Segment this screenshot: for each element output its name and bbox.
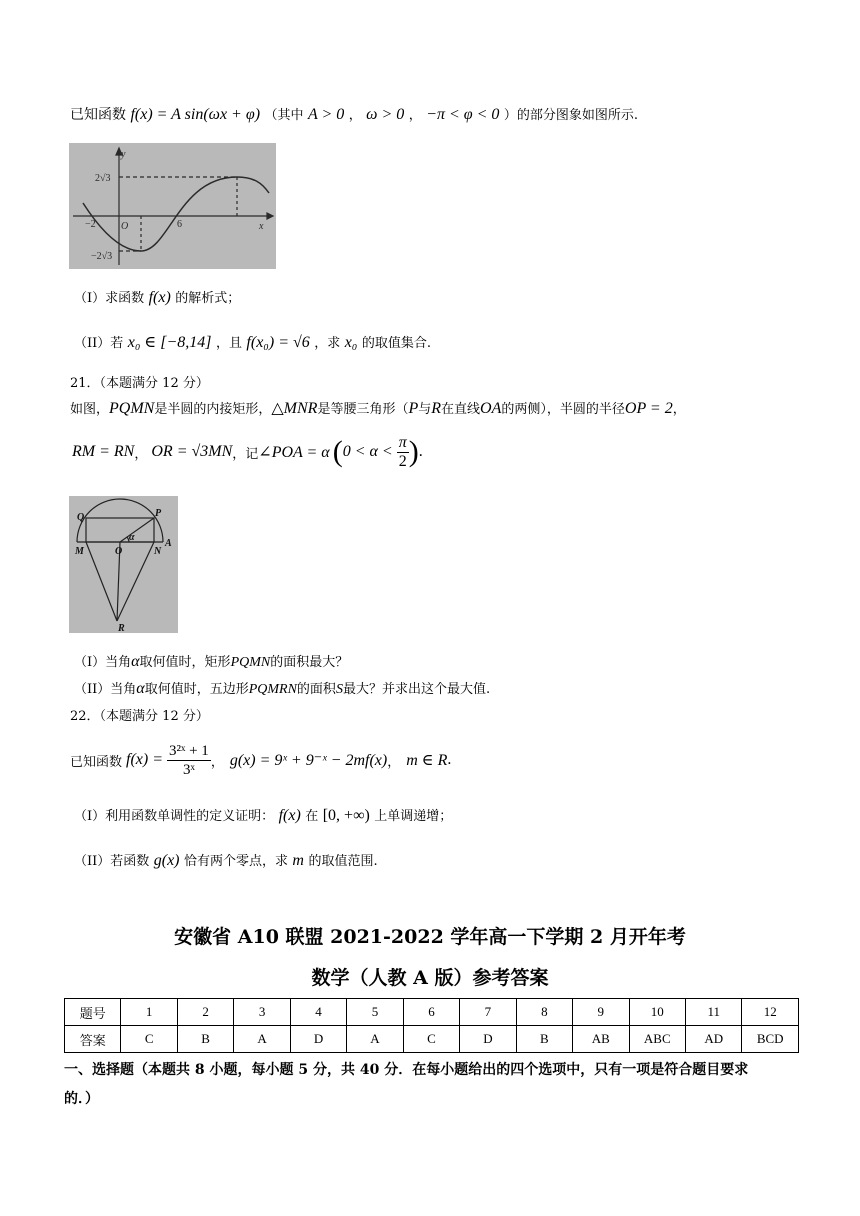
sine-graph-svg [69,143,276,269]
q22-part1-func: f(x) [278,807,301,824]
q21-part2-alpha: α [136,680,145,697]
q21-header: 21．（本题满分 12 分） [70,376,209,391]
q22-f-numerator: 3²ˣ + 1 [169,742,209,759]
label-p: P [155,508,162,519]
section1-heading-line1: 一、选择题（本题共 8 小题，每小题 5 分，共 40 分．在每小题给出的四个选项中，只有一项是符合题目要求 [64,1062,749,1078]
q21-part2 [74,678,490,698]
question-number-cell: 10 [629,999,685,1026]
row-label-question-number: 题号 [65,999,121,1026]
answer-cell: B [177,1026,233,1053]
answer-title-2: 数学（人教 A 版）参考答案 [311,967,549,989]
q20-part1-func: f(x) [148,289,171,306]
q20-part1-suffix: 的解析式； [175,291,241,306]
question-number-cell: 8 [516,999,572,1026]
q22-sep: ， [210,754,224,770]
question-number-cell: 11 [685,999,741,1026]
q22-header: 22．（本题满分 12 分） [70,709,209,724]
q22-f-lhs: f(x) = [126,751,164,768]
q21-line1 [70,398,686,418]
x-axis-arrow [267,213,273,219]
origin-label: O [121,221,129,232]
q20-cond-phi: −π < φ < 0 [426,106,500,123]
row-label-answer: 答案 [65,1026,121,1053]
q21-text: 的两侧），半圆的半径 [501,402,625,417]
q20-intro-suffix: ）的部分图象如图所示. [503,108,639,123]
question-number-cell: 12 [742,999,799,1026]
question-number-cell: 4 [290,999,346,1026]
q21-pi-over-2 [397,434,409,471]
semicircle-svg [69,496,178,633]
q20-cond-sep: ， [408,108,422,123]
q21-text: ，记 [232,446,259,462]
tick-neg2-label: −2 [85,219,96,230]
max-value-label: 2√3 [95,173,111,184]
answer-cell: C [121,1026,177,1053]
x-axis-label: x [259,221,264,232]
q21-paren-open: ( [332,435,343,468]
question-number-cell: 7 [460,999,516,1026]
q21-triangle-name: △MNR [271,400,318,417]
q21-part1-text: 的面积最大？ [270,655,349,670]
q21-point-p: P [408,400,419,417]
y-axis-label: y [121,149,126,160]
q20-cond-sep: ， [348,108,362,123]
q20-part2-domain: x₀ ∈ [−8,14] [127,334,212,351]
q21-part2-s: S [335,682,343,697]
q21-text: 如图， [70,402,110,417]
q21-rm-eq: RM = RN [72,443,135,460]
q20-part2 [74,332,431,352]
q21-part1-alpha: α [131,653,140,670]
q21-point-r: R [431,400,442,417]
q21-frac-den: 2 [398,452,407,470]
q21-paren-close: ) [408,435,419,468]
q20-part2-prefix: （II）若 [74,336,124,351]
answer-table [64,998,799,1053]
min-value-label: −2√3 [91,251,113,262]
q21-part1 [74,651,348,671]
q20-part2-mid: ，且 [215,336,242,351]
side-nr [117,542,154,621]
q21-text: 在直线 [441,402,481,417]
q21-text: 与 [418,402,432,417]
question-number-cell: 5 [347,999,403,1026]
q21-text: 是等腰三角形（ [317,402,409,417]
sine-curve [83,177,269,251]
question-number-cell: 3 [234,999,290,1026]
q21-part2-pent: PQMRN [248,682,297,697]
q22-part1 [74,805,452,825]
question-number-cell: 6 [403,999,459,1026]
q21-part2-text: 最大？并求出这个最大值. [342,682,491,697]
semicircle-figure [69,496,178,633]
q22-sep: ， [387,754,401,770]
q21-part1-text: 取何值时，矩形 [139,655,231,670]
q22-f-fraction [167,742,211,779]
q21-frac-num: π [398,433,407,451]
answer-cell: D [290,1026,346,1053]
answer-table-row-numbers [65,999,799,1026]
question-number-cell: 2 [177,999,233,1026]
q20-cond-open: （其中 [264,108,304,123]
q20-part1-prefix: （I）求函数 [74,291,145,306]
answer-cell: AD [685,1026,741,1053]
answer-cell: A [234,1026,290,1053]
q20-part2-eq: f(x₀) = √6 [246,334,310,351]
q22-end: . [447,751,452,768]
q20-part1 [74,287,240,307]
q22-part2-suffix: 的取值范围. [308,854,378,869]
q22-part1-mid: 在 [305,809,319,824]
label-a: A [165,538,172,549]
answer-cell: B [516,1026,572,1053]
rectangle-pqmn [86,518,154,542]
label-r: R [118,623,125,633]
q22-part2-m: m [292,852,304,869]
answer-table-row-values [65,1026,799,1053]
label-q: Q [77,512,85,523]
q20-cond-w: ω > 0 [366,106,405,123]
q20-intro [70,104,638,124]
q22-g-def: g(x) = 9ˣ + 9⁻ˣ − 2mf(x) [229,752,388,769]
answer-title-1: 安徽省 A10 联盟 2021-2022 学年高一下学期 2 月开年考 [174,926,686,948]
q21-part1-rect: PQMN [230,655,271,670]
section1-heading-line2: 的．） [64,1091,99,1107]
q20-part2-mid2: ，求 [314,336,341,351]
q21-or-eq: OR = √3MN [151,443,233,460]
q22-part2-mid: 恰有两个零点，求 [183,854,288,869]
label-alpha: α [129,532,135,543]
answer-cell: ABC [629,1026,685,1053]
question-number-cell: 1 [121,999,177,1026]
q20-func-expr: f(x) = A sin(ωx + φ) [130,106,261,123]
q21-end: . [418,443,423,460]
q22-part2-func: g(x) [153,852,180,869]
q22-m-domain: m ∈ R [406,752,448,769]
q21-text: 是半圆的内接矩形， [154,402,272,417]
label-o: O [115,546,123,557]
q22-part2-prefix: （II）若函数 [74,854,150,869]
q20-part2-var: x₀ [344,334,358,351]
q20-cond-a: A > 0 [307,106,345,123]
q21-sep: ， [134,446,148,462]
q21-part2-text: （II）当角 [74,682,137,697]
q20-intro-prefix: 已知函数 [70,107,126,123]
question-number-cell: 9 [573,999,629,1026]
label-m: M [75,546,84,557]
q20-part2-suffix: 的取值集合. [361,336,431,351]
q21-part2-text: 取何值时，五边形 [144,682,249,697]
answer-cell: AB [573,1026,629,1053]
q22-f-denominator: 3ˣ [182,761,195,778]
q22-intro [70,737,451,783]
answer-cell: A [347,1026,403,1053]
q21-part2-text: 的面积 [296,682,336,697]
q22-part1-suffix: 上单调递增； [374,809,453,824]
q22-part1-prefix: （I）利用函数单调性的定义证明： [74,809,275,824]
side-mr [86,542,117,621]
q21-angle-def: ∠POA = α [258,444,330,461]
radius-op [120,518,154,542]
q22-intro-prefix: 已知函数 [70,754,123,770]
sine-graph-figure [69,143,276,269]
q22-part1-interval: [0, +∞) [322,807,370,824]
q21-part1-text: （I）当角 [74,655,132,670]
q21-cond-left: 0 < α < [342,443,393,460]
label-n: N [154,546,162,557]
q21-line-oa: OA [480,400,502,417]
q21-rect-name: PQMN [109,400,155,417]
answer-cell: D [460,1026,516,1053]
q21-text: ， [672,402,686,417]
q21-radius: OP = 2 [624,400,673,417]
answer-cell: C [403,1026,459,1053]
q21-line2 [72,430,423,474]
q22-part2 [74,850,378,870]
answer-cell: BCD [742,1026,799,1053]
tick-6-label: 6 [177,219,182,230]
